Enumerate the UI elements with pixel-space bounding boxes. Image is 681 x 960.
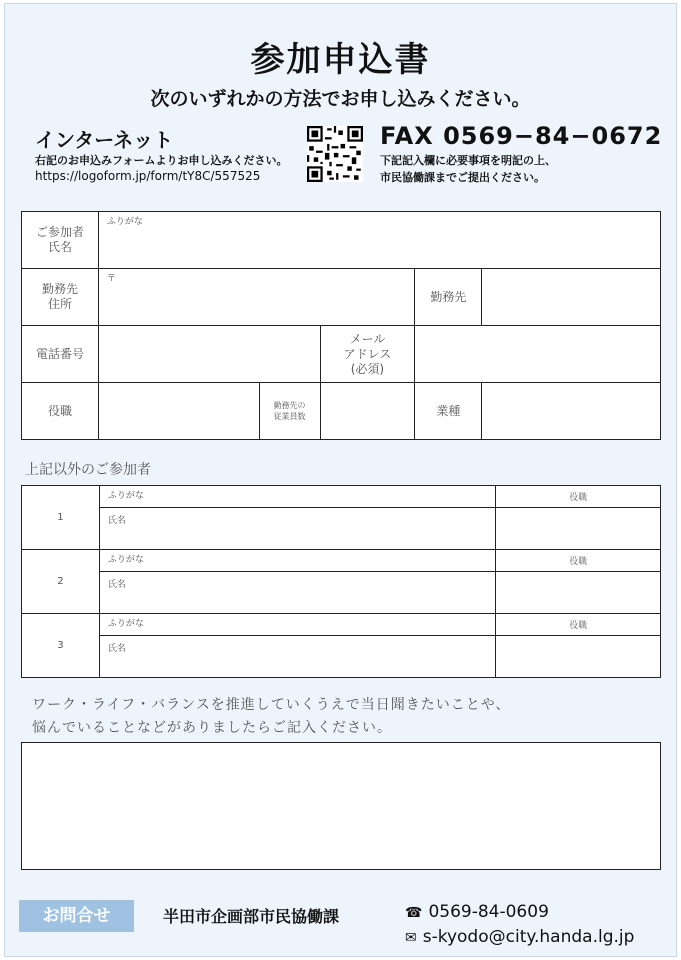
comments-textarea[interactable]	[21, 742, 661, 870]
table-row	[22, 212, 661, 269]
role-label: 役職	[496, 486, 661, 508]
fax-instruction-line2: 市民協働課までご提出ください。	[380, 171, 545, 184]
position-label: 役職	[22, 383, 99, 440]
contact-email	[405, 927, 634, 947]
position-field[interactable]	[98, 383, 259, 440]
participant-number: 1	[22, 486, 100, 550]
page-subtitle: 次のいずれかの方法でお申し込みください。	[150, 88, 531, 110]
internet-heading: インターネット	[35, 128, 174, 152]
table-row	[22, 508, 661, 550]
contact-badge: お問合せ	[19, 900, 134, 932]
participant-number: 3	[22, 614, 100, 678]
email-field[interactable]	[415, 326, 661, 383]
name-field[interactable]: 氏名	[99, 636, 495, 678]
employee-count-field[interactable]	[320, 383, 415, 440]
department-name: 半田市企画部市民協働課	[163, 907, 340, 926]
participant-name-label: ご参加者 氏名	[22, 212, 99, 269]
postal-mark: 〒	[106, 274, 116, 284]
table-row	[22, 383, 661, 440]
participant-number: 2	[22, 550, 100, 614]
internet-description: 右記のお申込みフォームよりお申し込みください。	[35, 154, 288, 167]
role-label: 役職	[496, 550, 661, 572]
participant-name-field[interactable]	[98, 212, 660, 269]
industry-label: 業種	[415, 383, 482, 440]
industry-field[interactable]	[482, 383, 661, 440]
table-row	[22, 636, 661, 678]
phone-label: 電話番号	[22, 326, 99, 383]
mail-icon: ✉	[405, 930, 417, 946]
table-row	[22, 326, 661, 383]
name-field[interactable]: 氏名	[99, 508, 495, 550]
qr-code-icon[interactable]	[307, 126, 363, 182]
work-address-label: 勤務先 住所	[22, 269, 99, 326]
role-field[interactable]	[496, 572, 661, 614]
phone-icon: ☎	[405, 905, 423, 921]
email-label: メール アドレス (必須)	[320, 326, 415, 383]
role-field[interactable]	[496, 636, 661, 678]
page-title: 参加申込書	[250, 40, 431, 80]
other-participants-heading: 上記以外のご参加者	[25, 462, 151, 478]
contact-phone	[405, 902, 549, 922]
table-row	[22, 269, 661, 326]
other-participants-table	[21, 485, 661, 678]
application-form-page	[4, 3, 677, 957]
furigana-field[interactable]: ふりがな	[99, 550, 495, 572]
form-url-link[interactable]: https://logoform.jp/form/tY8C/557525	[35, 169, 261, 183]
name-field[interactable]: 氏名	[99, 572, 495, 614]
workplace-label: 勤務先	[415, 269, 482, 326]
fax-instruction-line1: 下記記入欄に必要事項を明記の上、	[380, 154, 556, 167]
table-row	[22, 486, 661, 508]
comments-prompt-line1: ワーク・ライフ・バランスを推進していくうえで当日聞きたいことや、	[32, 697, 511, 713]
furigana-field[interactable]: ふりがな	[99, 486, 495, 508]
employee-count-label: 勤務先の 従業員数	[259, 383, 320, 440]
phone-field[interactable]	[98, 326, 320, 383]
role-field[interactable]	[496, 508, 661, 550]
contact-phone-number: 0569-84-0609	[428, 902, 549, 922]
contact-email-address[interactable]: s-kyodo@city.handa.lg.jp	[422, 927, 635, 947]
furigana-field[interactable]: ふりがな	[99, 614, 495, 636]
table-row	[22, 572, 661, 614]
participant-form-table	[21, 211, 661, 440]
table-row	[22, 550, 661, 572]
role-label: 役職	[496, 614, 661, 636]
workplace-field[interactable]	[482, 269, 661, 326]
work-address-field[interactable]	[98, 269, 414, 326]
furigana-label: ふりがな	[106, 217, 143, 227]
comments-prompt-line2: 悩んでいることなどがありましたらご記入ください。	[32, 720, 392, 736]
table-row	[22, 614, 661, 636]
fax-heading: FAX 0569−84−0672	[380, 122, 663, 150]
